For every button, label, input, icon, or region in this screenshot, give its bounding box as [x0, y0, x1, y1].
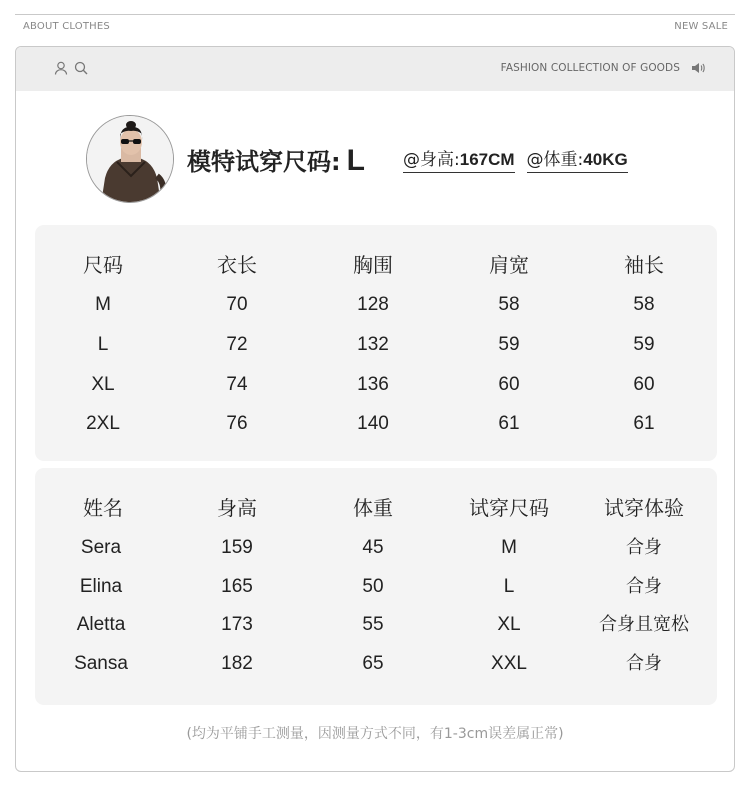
table-cell: 159: [221, 537, 253, 558]
table-cell: 173: [221, 614, 253, 635]
table-cell: 182: [221, 653, 253, 674]
fit-header-cell: 试穿尺码: [469, 496, 549, 520]
table-row: [35, 572, 717, 602]
table-cell: L: [97, 334, 109, 355]
model-weight: [527, 145, 628, 173]
size-card-frame: [15, 46, 735, 772]
size-table: [35, 225, 717, 461]
table-cell: Sera: [80, 537, 122, 558]
table-cell: 61: [498, 413, 520, 434]
table-cell: 50: [362, 576, 384, 597]
size-header-cell: 肩宽: [489, 253, 529, 277]
table-cell: 74: [226, 374, 248, 395]
fit-table-header: [35, 493, 717, 523]
size-header-cell: 尺码: [83, 253, 123, 277]
table-cell: 128: [357, 294, 389, 315]
table-cell: 59: [498, 334, 520, 355]
model-stats: [403, 145, 628, 173]
table-cell: 合身: [626, 653, 662, 674]
table-cell: 合身: [626, 537, 662, 558]
table-cell: XL: [497, 614, 521, 635]
height-value: 167CM: [459, 150, 515, 169]
model-size-title: [187, 142, 365, 178]
fashion-tagline: FASHION COLLECTION OF GOODS: [500, 62, 680, 74]
model-height: [403, 145, 515, 173]
height-label: @身高:: [403, 150, 460, 170]
size-header-cell: 衣长: [217, 253, 257, 277]
fit-header-cell: 试穿体验: [604, 496, 684, 520]
search-icon[interactable]: [73, 60, 89, 76]
table-cell: Aletta: [76, 614, 126, 635]
table-row: [35, 330, 717, 360]
size-header-cell: 袖长: [624, 253, 664, 277]
weight-label: @体重:: [526, 150, 584, 170]
fit-header-cell: 姓名: [83, 496, 123, 520]
table-row: [35, 533, 717, 563]
table-cell: 140: [357, 413, 389, 434]
table-cell: 70: [226, 294, 248, 315]
table-cell: 合身: [626, 576, 662, 597]
table-cell: XL: [91, 374, 115, 395]
table-cell: Elina: [79, 576, 123, 597]
table-row: [35, 290, 717, 320]
table-row: [35, 649, 717, 679]
top-divider: [15, 14, 735, 15]
table-cell: 65: [362, 653, 384, 674]
model-avatar: [86, 115, 174, 203]
table-cell: 76: [226, 413, 248, 434]
table-cell: 58: [633, 294, 655, 315]
table-row: [35, 370, 717, 400]
table-cell: 60: [498, 374, 520, 395]
speaker-icon[interactable]: [690, 60, 706, 76]
model-title-text: 模特试穿尺码:: [187, 148, 341, 176]
size-table-header: [35, 250, 717, 280]
table-cell: 136: [357, 374, 389, 395]
table-cell: 61: [633, 413, 655, 434]
fit-header-cell: 身高: [217, 496, 257, 520]
table-cell: 72: [226, 334, 248, 355]
table-row: [35, 409, 717, 439]
table-cell: 165: [221, 576, 253, 597]
table-cell: 合身且宽松: [599, 614, 689, 635]
frame-header: [16, 47, 734, 91]
table-cell: Sansa: [74, 653, 128, 674]
table-cell: 60: [633, 374, 655, 395]
weight-value: 40KG: [583, 150, 628, 169]
fit-header-cell: 体重: [353, 496, 393, 520]
table-cell: 132: [357, 334, 389, 355]
model-size-value: L: [346, 144, 365, 177]
table-cell: M: [95, 294, 111, 315]
fit-table: [35, 468, 717, 705]
table-cell: L: [503, 576, 515, 597]
table-cell: 58: [498, 294, 520, 315]
table-cell: 2XL: [86, 413, 120, 434]
model-photo: [87, 116, 174, 203]
measurement-note: (均为平铺手工测量，因测量方式不同，有1-3cm误差属正常): [186, 726, 564, 742]
table-row: [35, 610, 717, 640]
table-cell: XXL: [491, 653, 527, 674]
size-header-cell: 胸围: [353, 253, 393, 277]
table-cell: 55: [362, 614, 384, 635]
table-cell: 45: [362, 537, 384, 558]
new-sale-label: NEW SALE: [674, 21, 728, 32]
user-icon[interactable]: [53, 60, 69, 76]
about-clothes-label: ABOUT CLOTHES: [23, 21, 110, 32]
table-cell: 59: [633, 334, 655, 355]
table-cell: M: [501, 537, 517, 558]
